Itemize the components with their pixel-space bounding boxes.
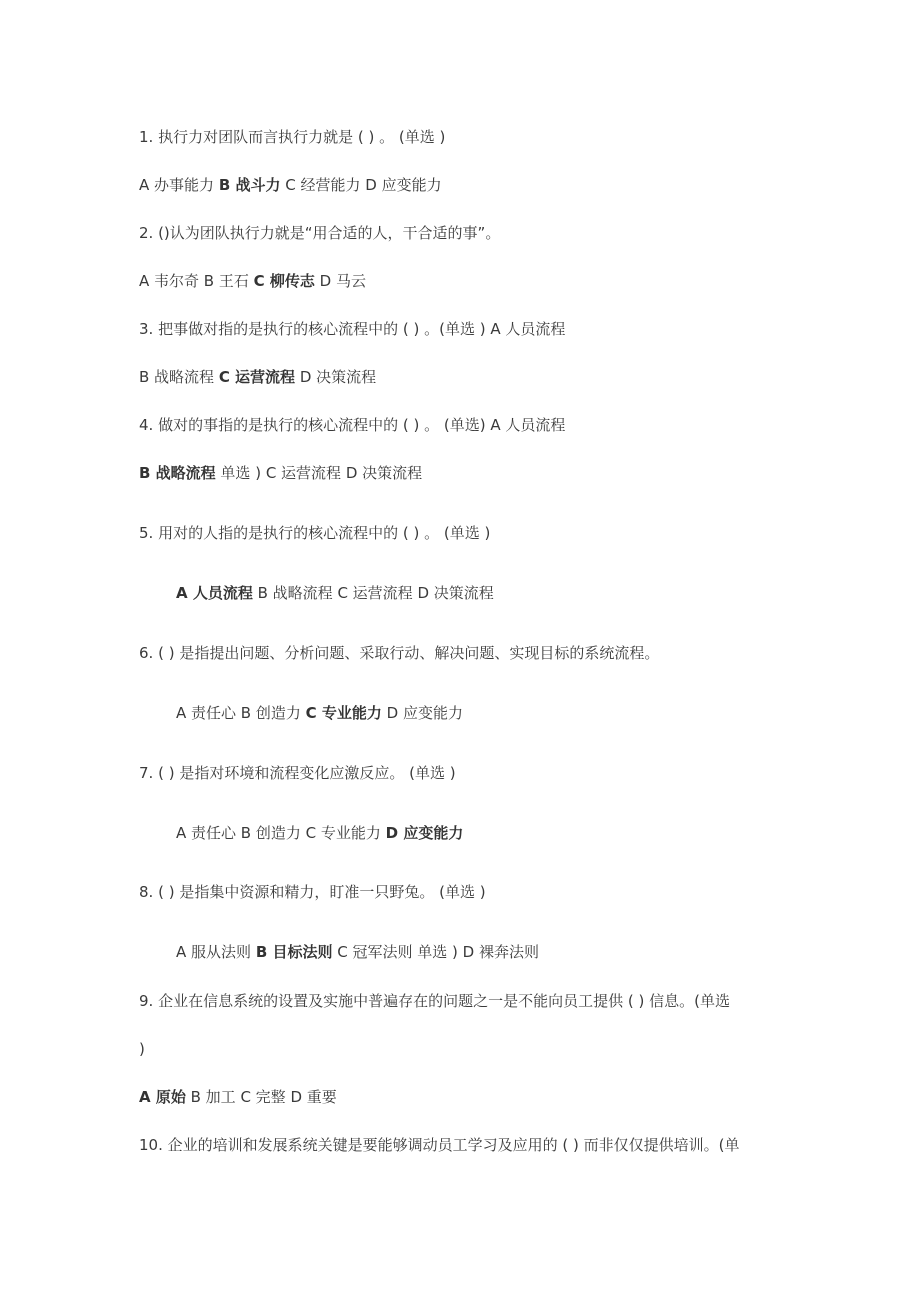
question-5-options	[176, 583, 494, 603]
question-text: 5. 用对的人指的是执行的核心流程中的 ( ) 。 (单选 )	[139, 524, 491, 542]
question-4-options	[139, 463, 422, 483]
question-text: C 冠军法则 单选 ) D 裸奔法则	[332, 943, 539, 961]
question-text: B 加工 C 完整 D 重要	[185, 1088, 337, 1106]
answer-text: B 目标法则	[255, 943, 333, 961]
question-4-stem	[139, 415, 565, 435]
answer-text: C 柳传志	[253, 272, 315, 290]
answer-text: B 战斗力	[218, 176, 281, 194]
answer-text: B 战略流程	[139, 464, 216, 482]
question-7-stem	[139, 763, 456, 783]
question-1-options	[139, 175, 442, 195]
question-text: 3. 把事做对指的是执行的核心流程中的 ( ) 。(单选 ) A 人员流程	[139, 320, 566, 338]
question-text: 9. 企业在信息系统的设置及实施中普遍存在的问题之一是不能向员工提供 ( ) 信息。(单选	[139, 992, 730, 1010]
question-8-options	[176, 942, 539, 962]
answer-text: C 运营流程	[218, 368, 296, 386]
question-text: A 服从法则	[176, 943, 256, 961]
question-9-stem-continued	[139, 1039, 145, 1059]
question-text: B 战略流程	[139, 368, 219, 386]
question-text: D 马云	[314, 272, 366, 290]
question-1-stem	[139, 127, 445, 147]
question-5-stem	[139, 523, 490, 543]
answer-text: A 原始	[139, 1088, 186, 1106]
question-text: 4. 做对的事指的是执行的核心流程中的 ( ) 。 (单选) A 人员流程	[139, 416, 566, 434]
question-10-stem	[139, 1135, 740, 1155]
answer-text: C 专业能力	[305, 704, 382, 722]
question-3-stem	[139, 319, 565, 339]
question-8-stem	[139, 882, 486, 902]
question-text: 单选 ) C 运营流程 D 决策流程	[215, 464, 423, 482]
question-text: 6. ( ) 是指提出问题、分析问题、采取行动、解决问题、实现目标的系统流程。	[139, 644, 660, 662]
question-9-options	[139, 1087, 337, 1107]
question-text: B 战略流程 C 运营流程 D 决策流程	[252, 584, 494, 602]
answer-text: A 人员流程	[176, 584, 253, 602]
question-text: )	[139, 1040, 145, 1058]
question-2-stem	[139, 223, 500, 243]
answer-text: D 应变能力	[385, 824, 464, 842]
question-text: D 应变能力	[381, 704, 463, 722]
question-text: A 办事能力	[139, 176, 219, 194]
question-9-stem	[139, 991, 730, 1011]
question-7-options	[176, 823, 463, 843]
question-text: 10. 企业的培训和发展系统关键是要能够调动员工学习及应用的 ( ) 而非仅仅提供培训。(单	[139, 1136, 740, 1154]
question-text: 8. ( ) 是指集中资源和精力，盯准一只野兔。 (单选 )	[139, 883, 486, 901]
question-text: D 决策流程	[295, 368, 377, 386]
question-text: 2. ()认为团队执行力就是“用合适的人，干合适的事”。	[139, 224, 501, 242]
question-text: 1. 执行力对团队而言执行力就是 ( ) 。 (单选 )	[139, 128, 446, 146]
question-text: A 韦尔奇 B 王石	[139, 272, 254, 290]
question-2-options	[139, 271, 366, 291]
question-text: A 责任心 B 创造力 C 专业能力	[176, 824, 386, 842]
question-text: C 经营能力 D 应变能力	[280, 176, 442, 194]
question-text: A 责任心 B 创造力	[176, 704, 306, 722]
question-6-stem	[139, 643, 659, 663]
question-text: 7. ( ) 是指对环境和流程变化应激反应。 (单选 )	[139, 764, 456, 782]
question-6-options	[176, 703, 463, 723]
question-3-options	[139, 367, 376, 387]
